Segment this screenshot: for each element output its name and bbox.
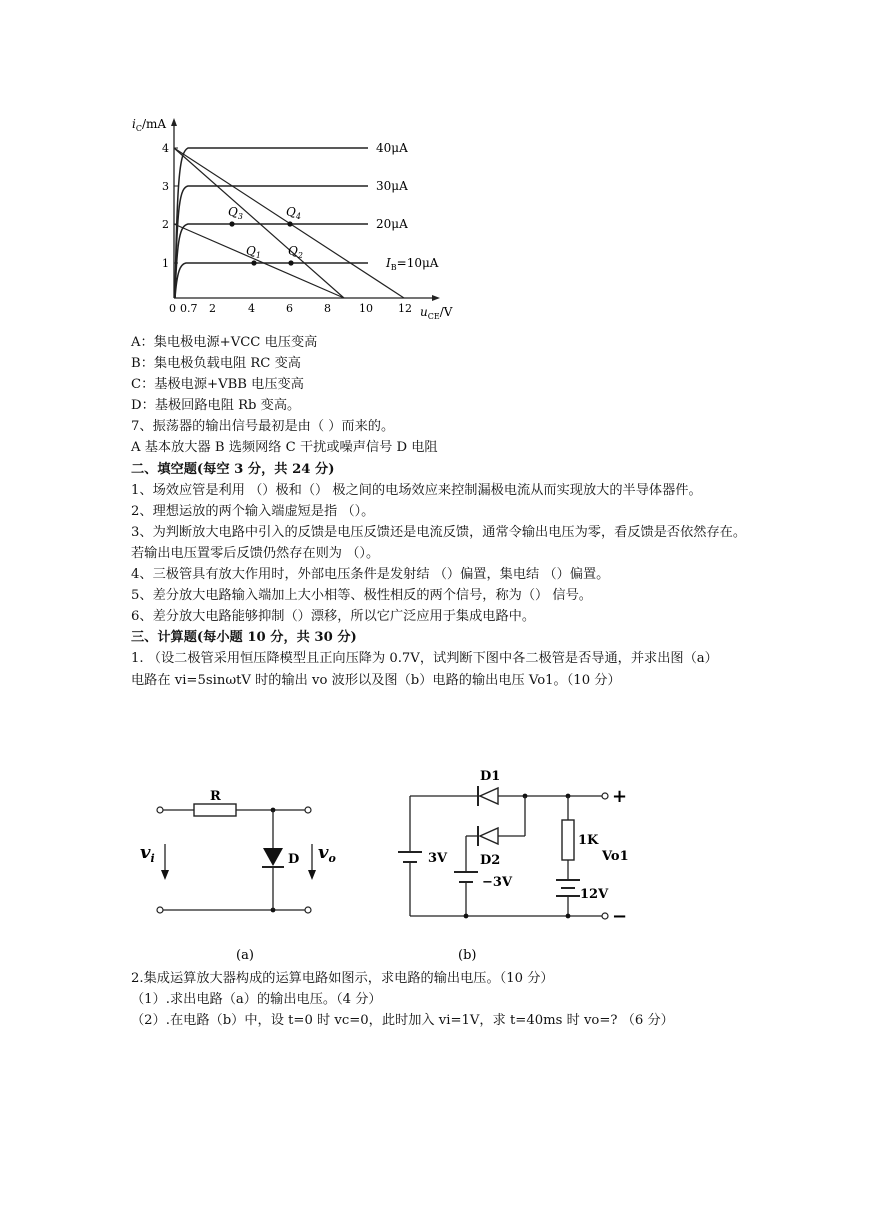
load-line-1 (174, 224, 344, 298)
label-q4: $Q_4$ (286, 205, 301, 221)
x-tick-2: 2 (209, 302, 216, 315)
y-tick-1: 1 (162, 257, 169, 270)
calc-question-2-part-1: （1）.求出电路（a）的输出电压。（4 分） (131, 992, 382, 1008)
question-7: 7、振荡器的输出信号最初是由（ ）而来的。 (131, 419, 395, 435)
label-q1: $Q_1$ (246, 244, 261, 260)
question-text-block (131, 332, 751, 691)
section-2-title: 二、填空题(每空 3 分，共 24 分) (131, 461, 335, 477)
y-tick-3: 3 (162, 180, 169, 193)
fill-question-3: 3、为判断放大电路中引入的反馈是电压反馈还是电流反馈，通常令输出电压为零，看反馈是否依然存在。若输出电压置零后反馈仍然存在则为 （）。 (131, 524, 747, 561)
calc-question-1-part-b: 电路在 vi=5sinωtV 时的输出 vo 波形以及图（b）电路的输出电压 Vo1。（10 分） (131, 672, 621, 688)
bjt-output-characteristic-graph (128, 112, 468, 324)
curve-label-20uA: 20μA (376, 217, 408, 231)
fill-question-1: 1、场效应管是利用 （）极和（） 极之间的电场效应来控制漏极电流从而实现放大的半导体器件。 (131, 482, 702, 498)
label-r: R (210, 789, 221, 804)
curve-40uA (175, 148, 368, 298)
option-a: A：集电极电源+VCC 电压变高 (131, 335, 318, 350)
calc-question-2-part-2: （2）.在电路（b）中，设 t=0 时 vc=0，此时加入 vi=1V，求 t=40ms 时 vo=? （6 分） (131, 1013, 674, 1029)
x-tick-8: 8 (324, 302, 331, 315)
diode-d1 (480, 788, 498, 804)
label-q2: $Q_2$ (288, 244, 303, 260)
caption-b: (b) (458, 948, 477, 963)
x-tick-0: 0 (169, 302, 176, 315)
calc-question-2-block (131, 968, 751, 1031)
curve-label-40uA: 40μA (376, 141, 408, 155)
y-tick-2: 2 (162, 218, 169, 231)
circuit-a (140, 789, 336, 963)
calc-question-1-part-a: 1. （设二极管采用恒压降模型且正向压降为 0.7V，试判断下图中各二极管是否导通，并求出图（a） (131, 651, 718, 667)
label-d1: D1 (480, 769, 501, 784)
resistor-1k (562, 820, 574, 860)
circuit-b (398, 769, 629, 963)
diode-circuits-figure (128, 760, 648, 965)
option-d: D：基极回路电阻 Rb 变高。 (131, 398, 301, 414)
question-7-options: A 基本放大器 B 选频网络 C 干扰或噪声信号 D 电阻 (131, 440, 438, 456)
option-c: C：基极电源+VBB 电压变高 (131, 377, 304, 393)
label-12v: 12V (580, 887, 609, 902)
fill-question-4: 4、三极管具有放大作用时，外部电压条件是发射结 （）偏置，集电结 （）偏置。 (131, 567, 610, 583)
x-tick-4: 4 (248, 302, 255, 315)
label-1k: 1K (578, 833, 599, 848)
diode-d (263, 848, 283, 866)
calc-question-2: 2.集成运算放大器构成的运算电路如图示，求电路的输出电压。（10 分） (131, 971, 554, 986)
label-q3: $Q_3$ (228, 205, 243, 221)
fill-question-2: 2、理想运放的两个输入端虚短是指 （）。 (131, 503, 375, 519)
caption-a: (a) (236, 948, 254, 963)
curve-10uA (175, 263, 368, 298)
point-q1 (251, 260, 256, 265)
x-tick-0.7: 0.7 (180, 302, 198, 315)
label-3v: 3V (428, 851, 448, 866)
curve-20uA (175, 224, 368, 298)
fill-question-5: 5、差分放大电路输入端加上大小相等、极性相反的两个信号，称为（） 信号。 (131, 588, 592, 604)
label-vi: $v_i$ (140, 842, 155, 865)
fill-question-6: 6、差分放大电路能够抑制（）漂移，所以它广泛应用于集成电路中。 (131, 609, 536, 625)
x-tick-6: 6 (286, 302, 293, 315)
label-plus: + (612, 786, 628, 807)
label-d2: D2 (480, 853, 501, 868)
load-line-3 (174, 148, 344, 298)
curve-30uA (175, 186, 368, 298)
label-minus-3v: −3V (482, 875, 513, 890)
section-3-title: 三、计算题(每小题 10 分，共 30 分) (131, 630, 357, 646)
point-q4 (287, 221, 292, 226)
label-vo: $v_o$ (318, 842, 336, 865)
curve-label-10uA: $I_B=10\mu A$ (386, 256, 439, 272)
point-q2 (288, 260, 293, 265)
y-axis-label: $i_C/mA$ (132, 117, 167, 133)
y-tick-4: 4 (162, 142, 169, 155)
label-d: D (288, 852, 300, 867)
x-tick-12: 12 (398, 302, 412, 315)
curve-label-30uA: 30μA (376, 179, 408, 193)
y-axis-arrow (171, 118, 177, 126)
x-axis-label: $u_{CE}/V$ (420, 305, 453, 321)
resistor-r (194, 804, 236, 816)
x-axis-arrow (432, 295, 440, 301)
label-vo1: Vo1 (602, 849, 629, 864)
label-minus: − (612, 906, 628, 927)
point-q3 (229, 221, 234, 226)
option-b: B：集电极负载电阻 RC 变高 (131, 356, 301, 372)
diode-d2 (480, 828, 498, 844)
x-tick-10: 10 (359, 302, 373, 315)
